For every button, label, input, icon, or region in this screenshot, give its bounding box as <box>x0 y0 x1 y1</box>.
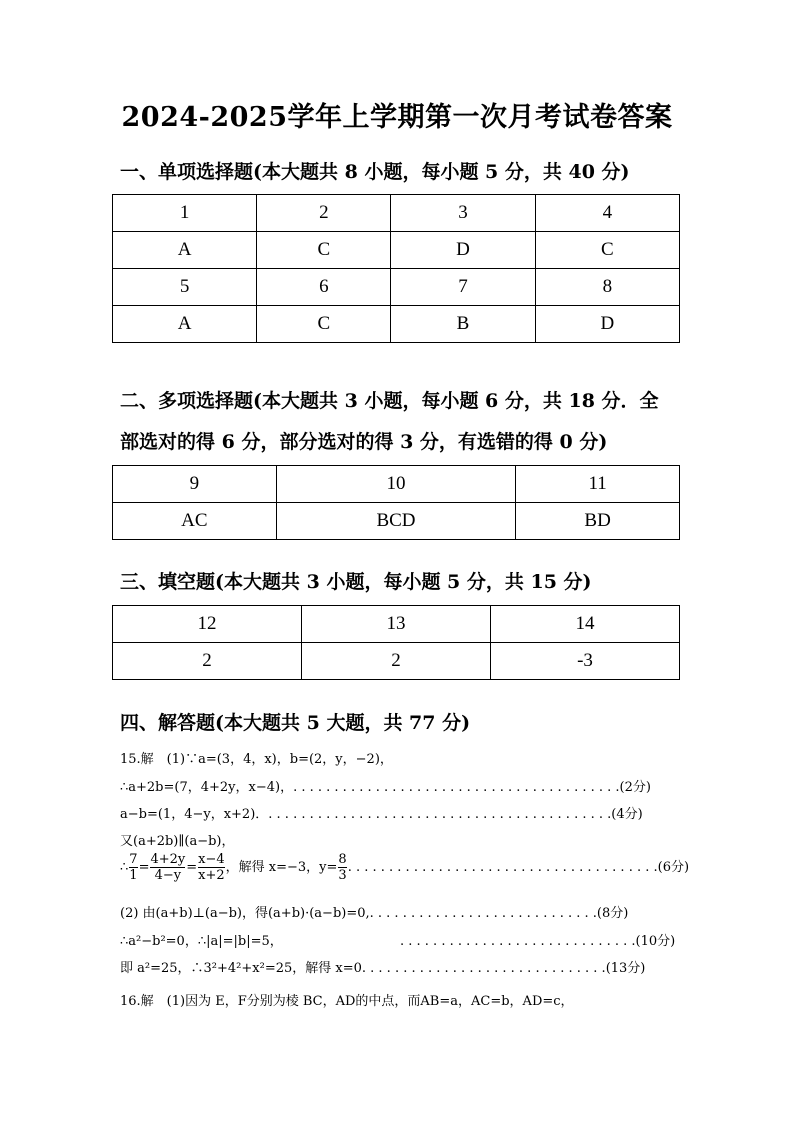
table-cell: 2 <box>302 643 491 680</box>
table-cell: 2 <box>113 643 302 680</box>
table-cell: 13 <box>302 606 491 643</box>
fraction-numerator: 8 <box>338 852 347 867</box>
table-cell: C <box>257 306 391 343</box>
fraction-denominator: 3 <box>338 868 347 883</box>
table-cell: 10 <box>276 466 515 503</box>
solution-fraction-line: ∴ $\frac{7}{1}$ = $\frac{4+2y}{4-y}$ = $\frac{x-4}{x+2}$ ，解得 x=−3，y= $\frac{8}{3}$ . . . . . . . . . . . . . . . . . . . . . . . . . . . . . . . . . . . . . .(6分) <box>120 852 690 883</box>
solution-line: 又(a+2b)∥(a−b)， <box>120 834 235 849</box>
fraction-numerator: 7 <box>129 852 138 867</box>
answer-table-single-choice <box>112 194 680 343</box>
table-cell: BCD <box>276 503 515 540</box>
solution-line: 16.解 (1)因为 E，F分别为棱 BC，AD的中点，而AB=a，AC=b，AD=c， <box>120 994 574 1009</box>
table-cell: D <box>391 232 535 269</box>
section-heading-solutions: 四、解答题(本大题共 5 大题，共 77 分) <box>120 712 471 734</box>
solution-line: 15.解 (1)∵a=(3，4，x)，b=(2，y，−2)， <box>120 752 393 767</box>
table-cell: 12 <box>113 606 302 643</box>
therefore-symbol: ∴ <box>120 860 129 875</box>
section-heading-multi-choice-cont: 部选对的得 6 分，部分选对的得 3 分，有选错的得 0 分) <box>120 431 608 453</box>
table-row <box>113 606 680 643</box>
section-heading-fill-blank: 三、填空题(本大题共 3 小题，每小题 5 分，共 15 分) <box>120 571 592 593</box>
section-heading-single-choice: 一、单项选择题(本大题共 8 小题，每小题 5 分，共 40 分) <box>120 161 630 183</box>
table-cell: 1 <box>113 195 257 232</box>
solution-line: a−b=(1，4−y，x+2)．. . . . . . . . . . . . . . . . . . . . . . . . . . . . . . . . . . . . . . . . . .(4分) <box>120 807 643 822</box>
table-cell: 5 <box>113 269 257 306</box>
table-cell: -3 <box>491 643 680 680</box>
section-heading-multi-choice: 二、多项选择题(本大题共 3 小题，每小题 6 分，共 18 分．全 <box>120 390 659 412</box>
table-cell: 2 <box>257 195 391 232</box>
table-cell: 14 <box>491 606 680 643</box>
table-row <box>113 643 680 680</box>
table-row <box>113 269 680 306</box>
table-cell: AC <box>113 503 277 540</box>
fraction-denominator: x+2 <box>198 868 225 883</box>
table-cell: B <box>391 306 535 343</box>
fraction-denominator: 4−y <box>154 868 182 883</box>
fraction <box>129 852 137 883</box>
fraction-numerator: 4+2y <box>150 852 186 867</box>
table-cell: C <box>535 232 679 269</box>
fraction <box>150 852 185 883</box>
fraction <box>198 852 225 883</box>
answer-table-fill-blank <box>112 605 680 680</box>
solution-line: ∴a+2b=(7，4+2y，x−4)，. . . . . . . . . . . . . . . . . . . . . . . . . . . . . . . . . . . . . . . .(2分) <box>120 780 651 795</box>
solution-text: ，解得 x=−3，y= <box>225 860 338 875</box>
table-cell: 6 <box>257 269 391 306</box>
solution-score: . . . . . . . . . . . . . . . . . . . . . . . . . . . . .(10分) <box>400 934 676 949</box>
table-cell: A <box>113 232 257 269</box>
table-cell: A <box>113 306 257 343</box>
table-cell: 8 <box>535 269 679 306</box>
solution-line: 即 a²=25，∴3²+4²+x²=25，解得 x=0. . . . . . . . . . . . . . . . . . . . . . . . . . . . . .(13分) <box>120 961 646 976</box>
table-cell: 9 <box>113 466 277 503</box>
table-row <box>113 306 680 343</box>
solution-line: (2) 由(a+b)⊥(a−b)，得(a+b)·(a−b)=0,. . . . . . . . . . . . . . . . . . . . . . . . . . . .(8分) <box>120 906 629 921</box>
table-row <box>113 466 680 503</box>
page-title: 2024-2025学年上学期第一次月考试卷答案 <box>121 102 673 133</box>
answer-table-multi-choice <box>112 465 680 540</box>
fraction-denominator: 1 <box>129 868 138 883</box>
fraction-numerator: x−4 <box>198 852 225 867</box>
table-cell: 7 <box>391 269 535 306</box>
table-row <box>113 232 680 269</box>
table-row <box>113 195 680 232</box>
table-cell: 11 <box>516 466 680 503</box>
table-cell: 4 <box>535 195 679 232</box>
table-cell: D <box>535 306 679 343</box>
fraction <box>338 852 346 883</box>
table-cell: 3 <box>391 195 535 232</box>
table-row <box>113 503 680 540</box>
table-cell: BD <box>516 503 680 540</box>
table-cell: C <box>257 232 391 269</box>
solution-score: . . . . . . . . . . . . . . . . . . . . . . . . . . . . . . . . . . . . . .(6分) <box>347 860 690 875</box>
solution-line: ∴a²−b²=0，∴|a|=|b|=5， <box>120 934 283 949</box>
